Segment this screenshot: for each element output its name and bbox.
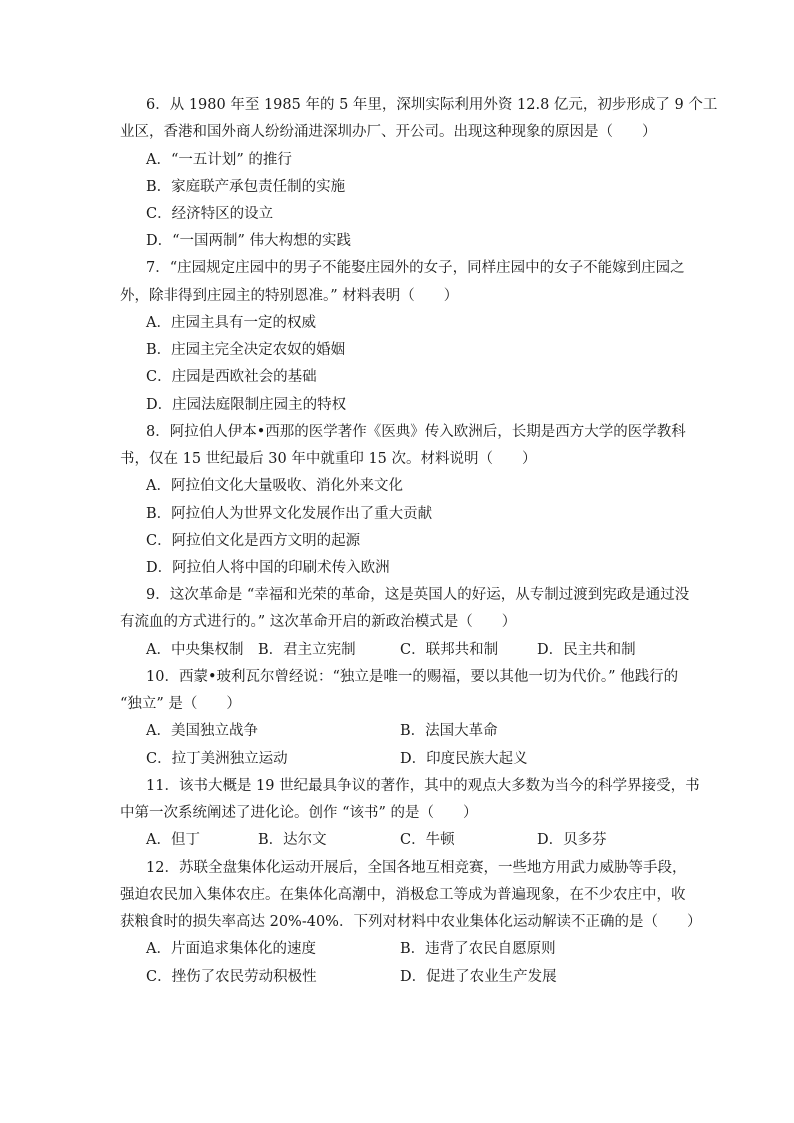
q9-stem-line1: 9．这次革命是 “幸福和光荣的革命，这是英国人的好运，从专制过渡到宪政是通过没	[146, 587, 690, 603]
q7-option-c: C．庄园是西欧社会的基础	[146, 369, 317, 385]
q10-option-c: C．拉丁美洲独立运动	[146, 751, 288, 767]
q6-option-a: A．“一五计划” 的推行	[146, 152, 292, 168]
q10-stem-line2: “独立” 是（ ）	[120, 696, 241, 712]
q12-option-b: B．违背了农民自愿原则	[400, 941, 556, 957]
q9-option-c: C．联邦共和制	[400, 642, 499, 658]
q10-option-d: D．印度民族大起义	[400, 751, 528, 767]
q6-option-b: B．家庭联产承包责任制的实施	[146, 179, 346, 195]
q11-option-d: D．贝多芬	[537, 832, 607, 848]
q7-option-a: A．庄园主具有一定的权威	[146, 315, 316, 331]
q12-option-d: D．促进了农业生产发展	[400, 969, 557, 985]
q9-stem-line2: 有流血的方式进行的。” 这次革命开启的新政治模式是（ ）	[120, 614, 517, 630]
q11-option-a: A．但丁	[146, 832, 200, 848]
q8-option-b: B．阿拉伯人为世界文化发展作出了重大贡献	[146, 506, 433, 522]
q8-option-a: A．阿拉伯文化大量吸收、消化外来文化	[146, 478, 403, 494]
q10-option-a: A．美国独立战争	[146, 723, 258, 739]
q8-stem-line2: 书，仅在 15 世纪最后 30 年中就重印 15 次。材料说明（ ）	[120, 451, 537, 467]
q8-option-c: C．阿拉伯文化是西方文明的起源	[146, 533, 361, 549]
q12-stem-line3: 获粮食时的损失率高达 20%-40%．下列对材料中农业集体化运动解读不正确的是（ ）	[120, 914, 702, 930]
q6-stem-line1: 6．从 1980 年至 1985 年的 5 年里，深圳实际利用外资 12.8 亿元，初步形成了 9 个工	[146, 97, 718, 113]
q7-option-d: D．庄园法庭限制庄园主的特权	[146, 397, 347, 413]
q12-option-c: C．挫伤了农民劳动积极性	[146, 969, 317, 985]
q8-stem-line1: 8．阿拉伯人伊本•西那的医学著作《医典》传入欧洲后，长期是西方大学的医学教科	[146, 424, 686, 440]
q9-option-a: A．中央集权制	[146, 642, 244, 658]
q12-stem-line2: 强迫农民加入集体农庄。在集体化高潮中，消极怠工等成为普遍现象，在不少农庄中，收	[120, 887, 686, 903]
q8-option-d: D．阿拉伯人将中国的印刷术传入欧洲	[146, 560, 390, 576]
q9-option-d: D．民主共和制	[537, 642, 636, 658]
q11-stem-line2: 中第一次系统阐述了进化论。创作 “该书” 的是（ ）	[120, 805, 478, 821]
q6-option-c: C．经济特区的设立	[146, 206, 274, 222]
q6-option-d: D．“一国两制” 伟大构想的实践	[146, 233, 352, 249]
q11-option-b: B．达尔文	[258, 832, 327, 848]
q11-stem-line1: 11．该书大概是 19 世纪最具争议的著作，其中的观点大多数为当今的科学界接受，书	[146, 778, 700, 794]
q6-stem-line2: 业区，香港和国外商人纷纷涌进深圳办厂、开公司。出现这种现象的原因是（ ）	[120, 124, 657, 140]
q12-stem-line1: 12．苏联全盘集体化运动开展后，全国各地互相竞赛，一些地方用武力威胁等手段，	[146, 860, 687, 876]
q10-option-b: B．法国大革命	[400, 723, 498, 739]
q12-option-a: A．片面追求集体化的速度	[146, 941, 316, 957]
q9-option-b: B．君主立宪制	[258, 642, 356, 658]
q7-option-b: B．庄园主完全决定农奴的婚姻	[146, 342, 346, 358]
q7-stem-line2: 外，除非得到庄园主的特别恩准。” 材料表明（ ）	[120, 288, 459, 304]
q11-option-c: C．牛顿	[400, 832, 455, 848]
q10-stem-line1: 10．西蒙•玻利瓦尔曾经说：“独立是唯一的赐福，要以其他一切为代价。” 他践行的	[146, 669, 679, 685]
q7-stem-line1: 7．“庄园规定庄园中的男子不能娶庄园外的女子，同样庄园中的女子不能嫁到庄园之	[146, 260, 685, 276]
